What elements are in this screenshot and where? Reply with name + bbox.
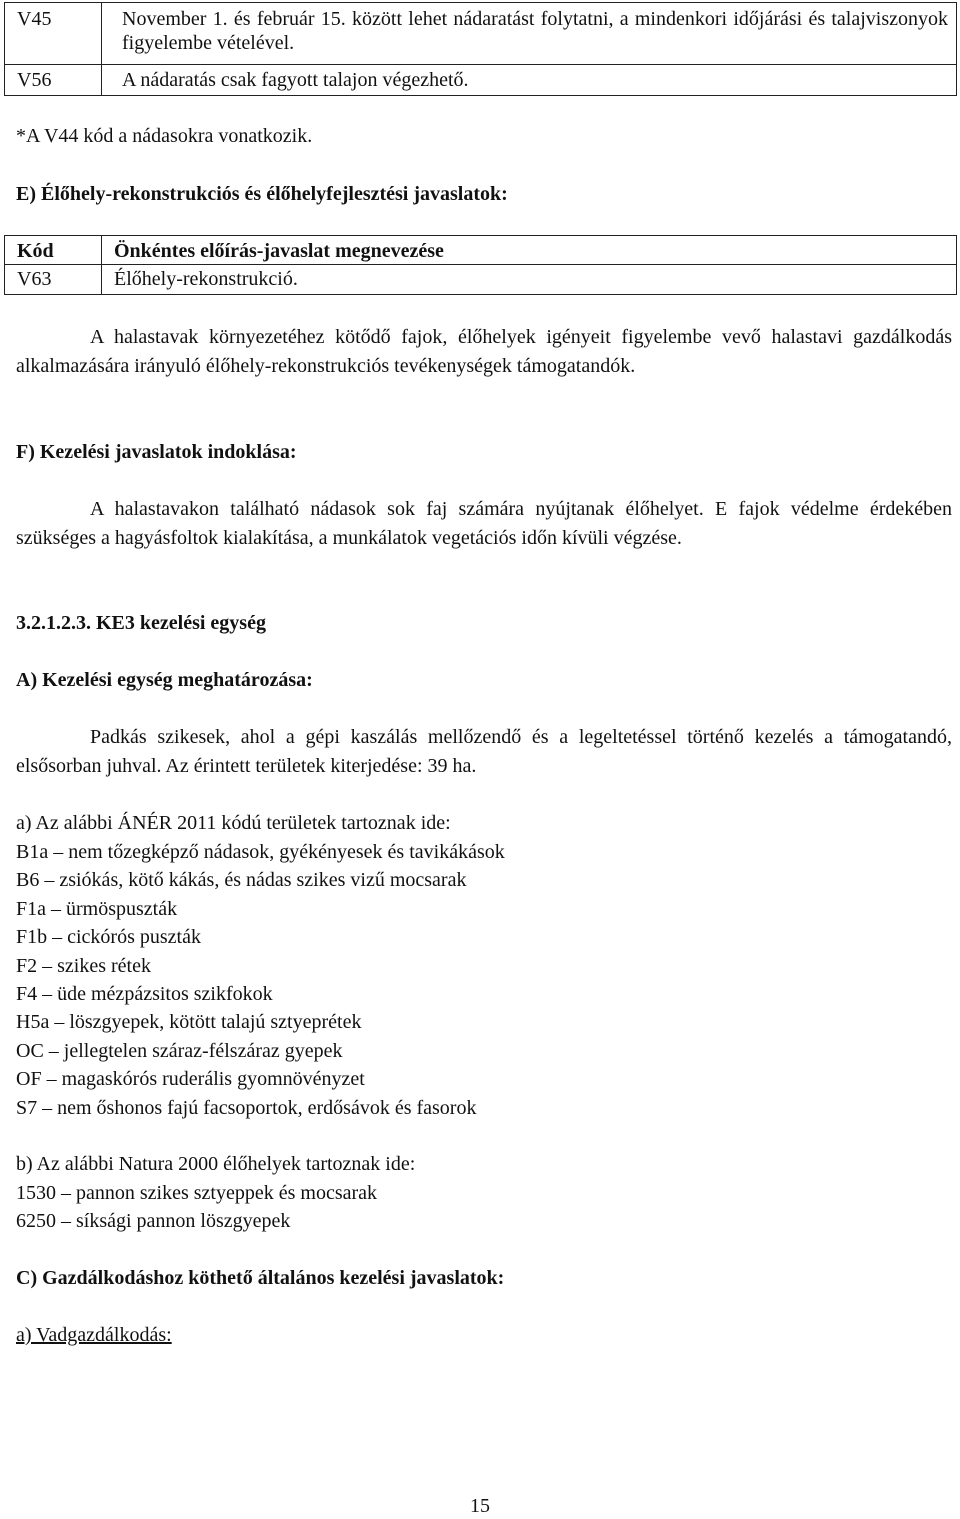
top-table: [4, 2, 957, 96]
section-c-subheading: a) Vadgazdálkodás:: [16, 1324, 172, 1346]
list-item: 6250 – síksági pannon löszgyepek: [16, 1210, 291, 1233]
section-f-paragraph: A halastavakon található nádasok sok faj számára nyújtanak élőhelyet. E fajok védelme érdekében szükséges a hagyásfoltok kialakítása, a munkálatok vegetációs időn kívüli végzése.: [16, 498, 952, 549]
list-item: F1b – cickórós puszták: [16, 926, 201, 949]
list-item: OF – magaskórós ruderális gyomnövényzet: [16, 1068, 365, 1091]
table-row: [5, 65, 957, 96]
list-item: F2 – szikes rétek: [16, 954, 151, 977]
list-item: F4 – üde mézpázsitos szikfokok: [16, 983, 273, 1006]
section-a-paragraph: Padkás szikesek, ahol a gépi kaszálás mellőzendő és a legeltetéssel történő kezelés a támogatandó, elsősorban juhval. Az érintett területek kiterjedése: 39 ha.: [16, 726, 952, 777]
section-e-heading: E) Élőhely-rekonstrukciós és élőhelyfejlesztési javaslatok:: [16, 183, 508, 205]
table-row: [5, 3, 957, 65]
unit-heading: 3.2.1.2.3. KE3 kezelési egység: [16, 612, 266, 634]
code-cell: V56: [5, 65, 102, 96]
page-number: 15: [470, 1495, 490, 1517]
section-e-table: [4, 235, 957, 295]
table-header-row: [5, 236, 957, 265]
section-e-paragraph: A halastavak környezetéhez kötődő fajok, élőhelyek igényeit figyelembe vevő halastavi gazdálkodás alkalmazására irányuló élőhely-rekonstrukciós tevékenységek támogatandók.: [16, 326, 952, 377]
name-header: Önkéntes előírás-javaslat megnevezése: [102, 236, 957, 265]
table-row: [5, 265, 957, 295]
list-item: F1a – ürmöspuszták: [16, 897, 178, 920]
note-text: *A V44 kód a nádasokra vonatkozik.: [16, 125, 313, 147]
section-c-heading: C) Gazdálkodáshoz köthető általános kezelési javaslatok:: [16, 1267, 505, 1289]
list-b: [16, 1179, 377, 1236]
name-cell: Élőhely-rekonstrukció.: [102, 265, 957, 295]
code-header: Kód: [5, 236, 102, 265]
list-a-title: a) Az alábbi ÁNÉR 2011 kódú területek tartoznak ide:: [16, 812, 451, 834]
section-a-heading: A) Kezelési egység meghatározása:: [16, 669, 313, 691]
list-item: OC – jellegtelen száraz-félszáraz gyepek: [16, 1039, 343, 1062]
text-cell: November 1. és február 15. között lehet nádaratást folytatni, a mindenkori időjárási és talajviszonyok figyelembe vételével.: [102, 3, 957, 65]
code-cell: V63: [5, 265, 102, 295]
text-cell: A nádaratás csak fagyott talajon végezhető.: [102, 65, 957, 96]
list-item: H5a – löszgyepek, kötött talajú sztyeprétek: [16, 1011, 362, 1034]
code-cell: V45: [5, 3, 102, 65]
list-item: B6 – zsiókás, kötő kákás, és nádas szikes vizű mocsarak: [16, 869, 467, 892]
list-item: S7 – nem őshonos fajú facsoportok, erdősávok és fasorok: [16, 1096, 477, 1119]
list-a: [16, 838, 505, 1122]
list-item: B1a – nem tőzegképző nádasok, gyékényesek és tavikákások: [16, 841, 505, 863]
list-item: 1530 – pannon szikes sztyeppek és mocsarak: [16, 1182, 378, 1204]
list-b-title: b) Az alábbi Natura 2000 élőhelyek tartoznak ide:: [16, 1153, 416, 1175]
section-f-heading: F) Kezelési javaslatok indoklása:: [16, 441, 297, 463]
